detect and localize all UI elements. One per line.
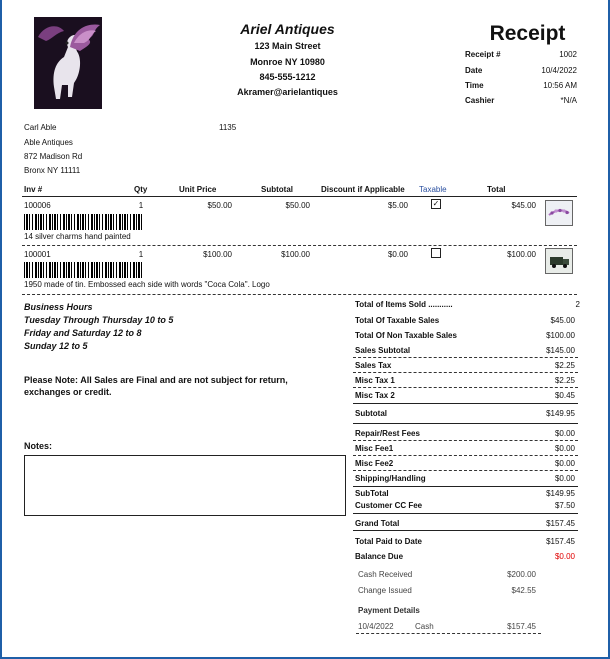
shipping-value: $0.00	[554, 474, 575, 483]
header-divider	[22, 196, 577, 197]
cash-received-value: $200.00	[507, 570, 536, 579]
sales-tax-label: Sales Tax	[355, 361, 392, 370]
sales-tax-divider	[353, 372, 578, 373]
receipt-number-label: Receipt #	[465, 50, 501, 59]
change-issued-label: Change Issued	[358, 586, 412, 595]
header-taxable: Taxable	[419, 185, 447, 194]
notes-label: Notes:	[24, 441, 53, 451]
sales-subtotal-label: Sales Subtotal	[355, 346, 411, 355]
misc-tax1-value: $2.25	[554, 376, 575, 385]
taxable-sales-value: $45.00	[550, 316, 575, 325]
header-discount: Discount if Applicable	[321, 185, 405, 194]
customer-city: Bronx NY 11111	[24, 166, 81, 175]
notes-box	[24, 455, 346, 516]
row2-discount: $0.00	[387, 250, 408, 259]
header-total: Total	[487, 185, 506, 194]
payment-divider	[356, 633, 541, 634]
row1-thumbnail	[545, 200, 573, 226]
row2-total: $100.00	[507, 250, 536, 259]
receipt-date-value: 10/4/2022	[541, 66, 577, 75]
header-unit-price: Unit Price	[179, 185, 217, 194]
cc-fee-value: $7.50	[554, 501, 575, 510]
customer-id: 1135	[219, 123, 237, 132]
subtotal2-label: SubTotal	[355, 489, 389, 498]
customer-name: Carl Able	[24, 123, 57, 132]
grand-total-value: $157.45	[546, 519, 575, 528]
policy-note: Please Note: All Sales are Final and are not subject for return, exchanges or credit.	[24, 375, 288, 397]
sales-tax-value: $2.25	[554, 361, 575, 370]
row1-subtotal: $50.00	[285, 201, 310, 210]
receipt-number-value: 1002	[559, 50, 577, 59]
sales-subtotal-value: $145.00	[546, 346, 575, 355]
paid-to-date-label: Total Paid to Date	[355, 537, 422, 546]
balance-due-label: Balance Due	[355, 552, 404, 561]
misc-fee1-divider	[353, 455, 578, 456]
nontaxable-sales-value: $100.00	[546, 331, 575, 340]
taxable-sales-label: Total Of Taxable Sales	[355, 316, 440, 325]
row2-description: 1950 made of tin. Embossed each side with words "Coca Cola". Logo	[24, 280, 270, 289]
row1-inv: 100006	[24, 201, 51, 210]
repair-fees-divider	[353, 440, 578, 441]
subtotal-value: $149.95	[546, 409, 575, 418]
receipt-time-label: Time	[465, 81, 484, 90]
row2-thumbnail	[545, 248, 573, 274]
hours-line-2: Friday and Saturday 12 to 8	[24, 328, 142, 338]
row2-divider	[22, 294, 577, 295]
row1-taxable-checkbox[interactable]: ✓	[432, 199, 440, 208]
row1-qty: 1	[138, 201, 144, 210]
paid-to-date-value: $157.45	[546, 537, 575, 546]
receipt-date-label: Date	[465, 66, 483, 75]
misc-fee1-label: Misc Fee1	[355, 444, 394, 453]
shop-email: Akramer@arielantiques	[237, 87, 338, 97]
row1-discount: $5.00	[387, 201, 408, 210]
hours-line-1: Tuesday Through Thursday 10 to 5	[24, 315, 174, 325]
misc-tax1-divider	[353, 387, 578, 388]
window-frame-left	[0, 0, 2, 659]
row2-unit-price: $100.00	[203, 250, 232, 259]
misc-tax1-label: Misc Tax 1	[355, 376, 395, 385]
receipt-title: Receipt	[489, 22, 566, 45]
misc-fee2-label: Misc Fee2	[355, 459, 394, 468]
nontaxable-sales-label: Total Of Non Taxable Sales	[355, 331, 457, 340]
header-inv: Inv #	[24, 185, 43, 194]
header-qty: Qty	[134, 185, 148, 194]
items-sold-label: Total of Items Sold ...........	[355, 300, 453, 309]
row2-taxable-checkbox[interactable]	[431, 248, 441, 258]
hours-title: Business Hours	[24, 302, 93, 312]
misc-tax2-value: $0.45	[554, 391, 575, 400]
misc-fee2-value: $0.00	[554, 459, 575, 468]
shipping-divider	[353, 486, 578, 487]
misc-tax2-divider	[353, 403, 578, 404]
payment-method: Cash	[415, 622, 434, 631]
receipt-time-value: 10:56 AM	[543, 81, 577, 90]
items-sold-value: 2	[575, 300, 580, 309]
payment-details-label: Payment Details	[358, 606, 420, 615]
change-issued-value: $42.55	[511, 586, 536, 595]
misc-fee1-value: $0.00	[554, 444, 575, 453]
shop-city: Monroe NY 10980	[250, 57, 325, 67]
row1-unit-price: $50.00	[207, 201, 232, 210]
receipt-cashier-value: *N/A	[560, 96, 577, 105]
row1-divider	[22, 245, 577, 246]
hours-line-3: Sunday 12 to 5	[24, 341, 88, 351]
grand-total-divider	[353, 530, 578, 531]
row2-subtotal: $100.00	[281, 250, 310, 259]
customer-address: 872 Madison Rd	[24, 152, 83, 161]
shop-name: Ariel Antiques	[240, 21, 335, 37]
payment-amount: $157.45	[507, 622, 536, 631]
receipt-cashier-label: Cashier	[465, 96, 495, 105]
subtotal-label: Subtotal	[355, 409, 387, 418]
row2-qty: 1	[138, 250, 144, 259]
shipping-label: Shipping/Handling	[355, 474, 426, 483]
row2-inv: 100001	[24, 250, 51, 259]
row1-total: $45.00	[511, 201, 536, 210]
cash-received-label: Cash Received	[358, 570, 413, 579]
cc-fee-label: Customer CC Fee	[355, 501, 423, 510]
grand-total-label: Grand Total	[355, 519, 400, 528]
row1-description: 14 silver charms hand painted	[24, 232, 131, 241]
sales-subtotal-divider	[353, 357, 578, 358]
subtotal2-value: $149.95	[546, 489, 575, 498]
row1-barcode	[24, 214, 144, 230]
misc-tax2-label: Misc Tax 2	[355, 391, 395, 400]
shop-phone: 845-555-1212	[259, 72, 316, 82]
misc-fee2-divider	[353, 470, 578, 471]
shop-logo-pegasus	[34, 17, 102, 109]
balance-due-value: $0.00	[554, 552, 575, 561]
cc-fee-divider	[353, 513, 578, 514]
row2-barcode	[24, 262, 144, 278]
customer-company: Able Antiques	[24, 138, 73, 147]
subtotal-divider	[353, 423, 578, 424]
shop-street: 123 Main Street	[254, 41, 321, 51]
header-subtotal: Subtotal	[261, 185, 293, 194]
repair-fees-label: Repair/Rest Fees	[355, 429, 420, 438]
payment-date: 10/4/2022	[358, 622, 394, 631]
repair-fees-value: $0.00	[554, 429, 575, 438]
